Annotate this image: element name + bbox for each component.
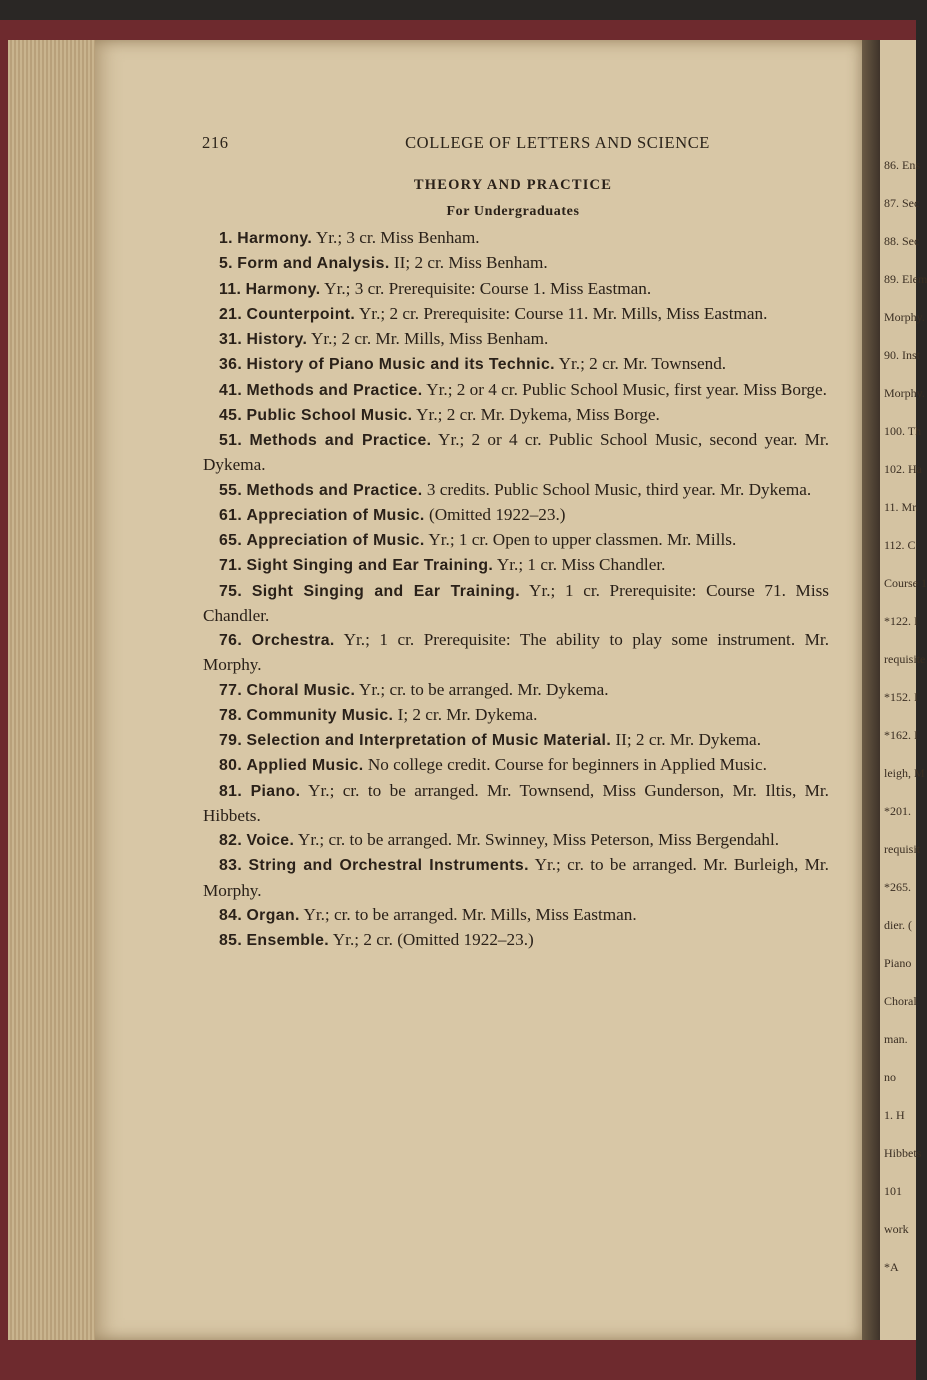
course-title: String and Orchestral Instruments. (248, 857, 529, 875)
facing-page-fragment: no (884, 1070, 896, 1084)
section-subtitle: For Undergraduates (446, 204, 580, 219)
course-title: Counterpoint. (246, 305, 356, 323)
course-title: Form and Analysis. (237, 255, 390, 273)
course-title: Voice. (246, 832, 295, 849)
page-number: 216 (202, 133, 229, 152)
course-title: History of Piano Music and its Technic. (246, 356, 555, 374)
course-details: Yr.; 2 cr. Mr. Dykema, Miss Borge. (416, 404, 660, 424)
course-entry (203, 428, 829, 478)
course-details: Yr.; cr. to be arranged. Mr. Swinney, Miss Peterson, Miss Bergendahl. (297, 830, 780, 849)
running-head-title: COLLEGE OF LETTERS AND SCIENCE (405, 133, 710, 152)
course-entry (203, 478, 829, 503)
facing-page-fragment: requisite (884, 652, 926, 666)
course-details: Yr.; 1 cr. Miss Chandler. (496, 555, 666, 575)
facing-page-fragment: 100. Th (884, 424, 922, 438)
course-number: 75. (219, 582, 243, 600)
course-details: Yr.; 2 cr. Prerequisite: Course 11. Mr. Mills, Miss Eastman. (358, 303, 768, 323)
course-details: I; 2 cr. Mr. Dykema. (397, 704, 538, 724)
course-title: Applied Music. (246, 757, 364, 775)
course-entry (203, 528, 829, 553)
facing-page-fragment: 112. C (884, 538, 916, 552)
course-entry (203, 352, 829, 377)
course-details: II; 2 cr. Mr. Dykema. (615, 730, 761, 749)
course-title: History. (246, 331, 308, 348)
course-number: 82. (219, 832, 243, 849)
course-number: 5. (219, 255, 233, 273)
facing-page-fragment: *A (884, 1260, 899, 1274)
facing-page-fragment: *162. I (884, 728, 918, 742)
facing-page-fragment: *201. (884, 804, 911, 818)
course-entry (203, 327, 829, 352)
course-entry (203, 828, 829, 853)
facing-page-fragment: Course 1 (884, 576, 927, 590)
course-entry (203, 403, 829, 428)
facing-page-fragment: Morphy. (884, 386, 925, 400)
course-title: Choral Music. (246, 681, 356, 699)
course-details: Yr.; 2 or 4 cr. Public School Music, first year. Miss Borge. (426, 379, 827, 399)
course-details: Yr.; 2 cr. (Omitted 1922–23.) (332, 930, 534, 949)
course-title: Harmony. (245, 280, 321, 298)
facing-page-fragment: leigh, M (884, 766, 925, 780)
course-details: Yr.; 1 cr. Open to upper classmen. Mr. Mills. (428, 530, 737, 549)
course-title: Sight Singing and Ear Training. (246, 557, 494, 575)
book-gutter (862, 40, 882, 1340)
course-entry (203, 853, 829, 903)
facing-page-edge (880, 40, 927, 1340)
course-entry (203, 277, 829, 302)
course-title: Sight Singing and Ear Training. (251, 582, 520, 600)
course-entry (203, 628, 829, 678)
facing-page-fragment: 88. Sec (884, 234, 920, 248)
section-title: THEORY AND PRACTICE (413, 177, 613, 193)
facing-page-fragment: 1. H (884, 1108, 905, 1122)
course-details: Yr.; 2 or 4 cr. Public School Music, second year. Mr. Dykema. (203, 430, 829, 475)
course-number: 84. (219, 906, 243, 924)
course-number: 55. (219, 481, 243, 499)
course-details: Yr.; cr. to be arranged. Mr. Mills, Miss Eastman. (303, 904, 637, 924)
facing-page-fragment: 87. Sec (884, 196, 920, 210)
course-details: Yr.; cr. to be arranged. Mr. Dykema. (358, 679, 609, 699)
course-number: 77. (219, 681, 243, 699)
course-number: 85. (219, 932, 243, 949)
course-details: Yr.; 3 cr. Miss Benham. (315, 228, 480, 247)
course-title: Appreciation of Music. (246, 532, 425, 549)
facing-page-fragment: 86. Ens (884, 158, 920, 172)
course-number: 45. (219, 406, 243, 424)
course-title: Methods and Practice. (246, 381, 423, 399)
course-entry (203, 678, 829, 703)
course-title: Methods and Practice. (246, 481, 423, 499)
course-details: Yr.; cr. to be arranged. Mr. Townsend, Miss Gunderson, Mr. Iltis, Mr. Hibbets. (203, 780, 829, 825)
course-entry (203, 928, 829, 953)
course-number: 83. (219, 857, 243, 875)
course-number: 78. (219, 706, 243, 724)
course-entry (203, 779, 829, 829)
course-number: 65. (219, 532, 243, 549)
course-title: Orchestra. (251, 632, 335, 649)
facing-page-fragment: dier. ( (884, 918, 912, 932)
course-number: 71. (219, 557, 243, 575)
course-number: 81. (219, 782, 243, 800)
course-details: 3 credits. Public School Music, third year. Mr. Dykema. (426, 479, 812, 499)
course-entry (203, 378, 829, 403)
course-details: Yr.; 2 cr. Mr. Mills, Miss Benham. (310, 329, 549, 348)
course-number: 51. (219, 432, 243, 449)
course-entry (203, 579, 829, 629)
course-number: 80. (219, 757, 243, 775)
page-edges (8, 40, 98, 1340)
facing-page-fragment: requisit (884, 842, 920, 856)
course-title: Public School Music. (246, 406, 413, 424)
course-entry (203, 753, 829, 778)
facing-page-fragment: 11. Mr. (884, 500, 919, 514)
facing-page-fragment: 90. Inst (884, 348, 920, 362)
course-title: Methods and Practice. (249, 432, 432, 449)
course-number: 79. (219, 732, 243, 749)
facing-page-fragment: Piano (884, 956, 912, 970)
course-number: 31. (219, 331, 243, 348)
course-number: 11. (219, 280, 242, 298)
course-entry (203, 226, 829, 251)
course-entry (203, 302, 829, 327)
facing-page-fragment: Morphy. (884, 310, 925, 324)
facing-page-fragment: work (884, 1222, 909, 1236)
course-details: (Omitted 1922–23.) (428, 504, 566, 524)
running-header (202, 133, 710, 153)
facing-page-fragment: Choral (884, 994, 917, 1008)
facing-page-fragment: *152. I (884, 690, 918, 704)
course-number: 36. (219, 356, 243, 374)
course-details: Yr.; 2 cr. Mr. Townsend. (558, 354, 727, 374)
course-number: 21. (219, 305, 243, 323)
course-title: Community Music. (246, 706, 394, 724)
course-title: Ensemble. (246, 932, 330, 949)
facing-page-fragment: 101 (884, 1184, 902, 1198)
course-entry (203, 553, 829, 578)
course-details: II; 2 cr. Miss Benham. (393, 253, 548, 273)
facing-page-fragment: *122. I (884, 614, 918, 628)
facing-page-fragment: Hibbets (884, 1146, 922, 1160)
course-title: Appreciation of Music. (246, 506, 425, 524)
course-details: Yr.; 1 cr. Prerequisite: Course 71. Miss Chandler. (203, 580, 829, 625)
course-title: Selection and Interpretation of Music Material. (246, 732, 612, 749)
course-title: Piano. (250, 782, 301, 800)
course-details: Yr.; 3 cr. Prerequisite: Course 1. Miss Eastman. (324, 278, 652, 298)
course-title: Organ. (246, 906, 300, 924)
course-entry (203, 728, 829, 753)
course-list (203, 226, 829, 953)
course-entry (203, 703, 829, 728)
course-title: Harmony. (237, 230, 313, 247)
course-details: Yr.; cr. to be arranged. Mr. Burleigh, Mr. Morphy. (203, 855, 829, 900)
course-number: 76. (219, 632, 243, 649)
facing-page-fragment: 102. Ha (884, 462, 922, 476)
course-details: Yr.; 1 cr. Prerequisite: The ability to play some instrument. Mr. Morphy. (203, 630, 829, 675)
facing-page-fragment: 89. Elem (884, 272, 927, 286)
facing-page-fragment: *265. (884, 880, 911, 894)
course-number: 61. (219, 506, 243, 524)
course-entry (203, 251, 829, 276)
course-number: 41. (219, 381, 243, 399)
course-details: No college credit. Course for beginners in Applied Music. (367, 755, 767, 775)
course-entry (203, 903, 829, 928)
facing-page-fragment: man. (884, 1032, 908, 1046)
course-entry (203, 503, 829, 528)
course-number: 1. (219, 230, 233, 247)
